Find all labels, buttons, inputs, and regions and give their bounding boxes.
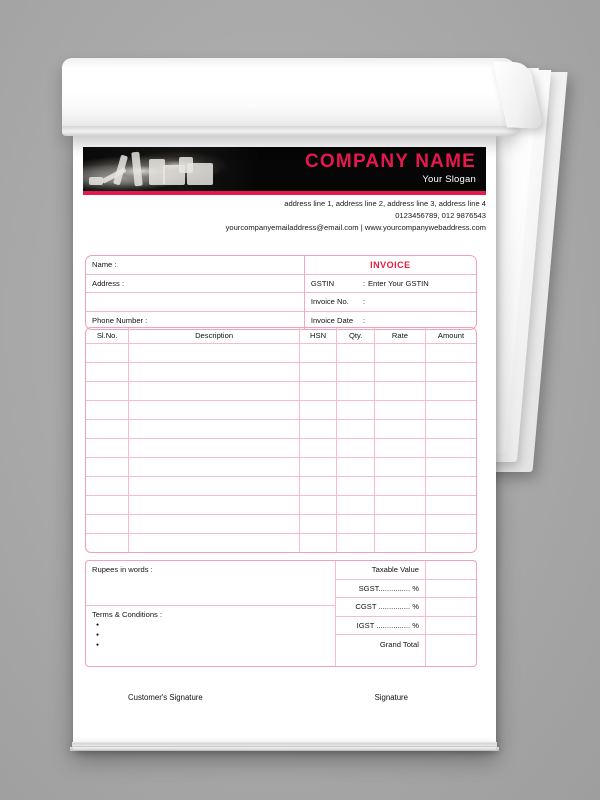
cell-amount[interactable] — [426, 439, 476, 457]
tax-summary — [336, 561, 476, 666]
cell-hsn[interactable] — [300, 534, 338, 552]
cell-qty[interactable] — [337, 363, 375, 381]
contact-block — [83, 198, 486, 233]
table-row — [86, 420, 476, 439]
column-header-description: Description — [129, 328, 299, 343]
cell-amount[interactable] — [426, 496, 476, 514]
terms-conditions-label: Terms & Conditions : — [92, 610, 163, 619]
field-invoice-no[interactable] — [305, 293, 476, 312]
cell-description[interactable] — [129, 515, 299, 533]
cell-amount[interactable] — [426, 344, 476, 362]
field-phone-number-label: Phone Number : — [92, 315, 148, 325]
cell-rate[interactable] — [375, 401, 426, 419]
tax-row-value[interactable] — [426, 635, 476, 653]
column-header-qty: Qty. — [337, 328, 375, 343]
table-row — [86, 439, 476, 458]
curled-top-page — [62, 58, 517, 136]
cell-description[interactable] — [129, 401, 299, 419]
tax-row-value[interactable] — [426, 561, 476, 580]
contact-address: address line 1, address line 2, address line 3, address line 4 — [284, 199, 486, 208]
cell-amount[interactable] — [426, 420, 476, 438]
table-row — [86, 477, 476, 496]
terms-conditions-field[interactable] — [86, 606, 335, 666]
table-header-row — [86, 328, 476, 344]
cell-rate[interactable] — [375, 363, 426, 381]
cell-amount[interactable] — [426, 382, 476, 400]
field-invoice-no-separator: : — [362, 297, 365, 307]
cell-rate[interactable] — [375, 344, 426, 362]
company-slogan: Your Slogan — [422, 174, 476, 185]
curled-page-lip — [62, 126, 517, 136]
cell-rate[interactable] — [375, 420, 426, 438]
column-header-amount: Amount — [437, 331, 465, 340]
cell-slno[interactable] — [86, 382, 129, 400]
tax-row-value[interactable] — [426, 598, 476, 617]
cell-rate[interactable] — [375, 496, 426, 514]
contact-phones: 0123456789, 012 9876543 — [395, 210, 486, 220]
cell-slno[interactable] — [86, 515, 129, 533]
cell-amount[interactable] — [426, 477, 476, 495]
cell-qty[interactable] — [337, 420, 375, 438]
cell-slno[interactable] — [86, 477, 129, 495]
cell-hsn[interactable] — [300, 496, 338, 514]
cell-qty[interactable] — [337, 534, 375, 552]
cell-amount[interactable] — [426, 534, 476, 552]
cell-hsn[interactable] — [300, 458, 338, 476]
customer-detail-column — [86, 256, 305, 329]
cell-hsn[interactable] — [300, 515, 338, 533]
cell-slno[interactable] — [86, 458, 129, 476]
contact-email-web — [83, 222, 486, 234]
tax-row-label: SGST............... % — [336, 580, 425, 599]
column-header-rate: Rate — [375, 328, 426, 343]
cell-rate[interactable] — [375, 439, 426, 457]
cell-slno[interactable] — [86, 439, 129, 457]
invoice-title: INVOICE — [305, 256, 476, 275]
cell-qty[interactable] — [337, 382, 375, 400]
cell-hsn[interactable] — [300, 439, 338, 457]
cell-rate[interactable] — [375, 477, 426, 495]
accent-divider-bar — [83, 191, 486, 195]
cell-slno[interactable] — [86, 363, 129, 381]
field-invoice-date-separator: : — [362, 315, 365, 325]
performer-photo-icon — [83, 147, 263, 191]
cell-description[interactable] — [129, 534, 299, 552]
cell-qty[interactable] — [337, 344, 375, 362]
terms-bullet-list — [96, 621, 329, 651]
tax-value-column — [426, 561, 476, 666]
cell-rate[interactable] — [375, 382, 426, 400]
field-invoice-no-label: Invoice No. — [310, 297, 349, 307]
tax-row-label: Taxable Value — [336, 561, 425, 580]
cell-hsn[interactable] — [300, 401, 338, 419]
cell-amount[interactable] — [426, 363, 476, 381]
terms-bullet-item[interactable] — [96, 621, 329, 631]
cell-rate[interactable] — [375, 534, 426, 552]
customer-signature-label: Customer's Signature — [128, 693, 203, 702]
cell-slno[interactable] — [86, 420, 129, 438]
cell-description[interactable] — [129, 458, 299, 476]
cell-hsn[interactable] — [300, 477, 338, 495]
field-name[interactable] — [86, 256, 304, 275]
table-row — [86, 458, 476, 477]
line-items-table — [85, 327, 477, 553]
cell-qty[interactable] — [337, 439, 375, 457]
invoice-document — [73, 135, 496, 750]
totals-section — [85, 560, 477, 667]
contact-separator: | — [360, 222, 363, 232]
cell-description[interactable] — [129, 496, 299, 514]
cell-amount[interactable] — [426, 401, 476, 419]
company-name: COMPANY NAME — [305, 151, 476, 172]
cell-description[interactable] — [129, 382, 299, 400]
cell-rate[interactable] — [375, 515, 426, 533]
cell-hsn[interactable] — [300, 382, 338, 400]
field-address[interactable] — [86, 275, 304, 294]
cell-qty[interactable] — [337, 401, 375, 419]
tax-row-value[interactable] — [426, 617, 476, 636]
table-row — [86, 363, 476, 382]
field-address-label: Address : — [92, 278, 125, 288]
cell-slno[interactable] — [86, 496, 129, 514]
cell-slno[interactable] — [86, 534, 129, 552]
cell-hsn[interactable] — [300, 363, 338, 381]
field-gstin-separator: : — [362, 278, 365, 288]
field-name-label: Name : — [92, 260, 117, 270]
tax-label-column — [336, 561, 426, 666]
column-header-hsn: HSN — [300, 328, 338, 343]
contact-email: yourcompanyemailaddress@email.com — [225, 222, 359, 232]
tax-row-label: Grand Total — [379, 639, 419, 649]
cell-qty[interactable] — [337, 515, 375, 533]
cell-description[interactable] — [129, 477, 299, 495]
rupees-in-words-field[interactable] — [86, 561, 335, 606]
field-gstin[interactable] — [305, 275, 476, 294]
rupees-in-words-label: Rupees in words : — [92, 565, 153, 574]
cell-description[interactable] — [129, 420, 299, 438]
field-invoice-date-label: Invoice Date — [310, 315, 354, 325]
table-row — [86, 382, 476, 401]
terms-bullet-item[interactable] — [96, 641, 329, 651]
cell-hsn[interactable] — [300, 420, 338, 438]
invoice-detail-box — [85, 255, 477, 330]
tax-row-label: IGST ................ % — [336, 617, 425, 636]
cell-description[interactable] — [129, 363, 299, 381]
table-row — [86, 344, 476, 363]
invoice-header-band — [83, 147, 486, 191]
cell-hsn[interactable] — [300, 344, 338, 362]
field-gstin-label: GSTIN — [310, 278, 335, 288]
cell-qty[interactable] — [337, 477, 375, 495]
tax-row-label: CGST ............... % — [336, 598, 425, 617]
field-gstin-value: Enter Your GSTIN — [367, 278, 429, 288]
cell-description[interactable] — [129, 439, 299, 457]
cell-slno[interactable] — [86, 401, 129, 419]
cell-qty[interactable] — [337, 458, 375, 476]
cell-qty[interactable] — [337, 496, 375, 514]
cell-description[interactable] — [129, 344, 299, 362]
cell-rate[interactable] — [375, 458, 426, 476]
cell-slno[interactable] — [86, 344, 129, 362]
cell-amount[interactable] — [426, 515, 476, 533]
authorized-signature-label: Signature — [374, 693, 408, 702]
table-row — [86, 401, 476, 420]
invoice-detail-column — [305, 256, 476, 329]
table-row — [86, 515, 476, 534]
notes-column — [86, 561, 336, 666]
column-header-slno: Sl.No. — [86, 328, 129, 343]
table-row — [86, 534, 476, 552]
table-row — [86, 496, 476, 515]
tax-row-value[interactable] — [426, 580, 476, 599]
field-address-line2[interactable] — [86, 293, 304, 312]
contact-website: www.yourcompanywebaddress.com — [364, 222, 486, 232]
terms-bullet-item[interactable] — [96, 631, 329, 641]
table-body — [86, 344, 476, 552]
cell-amount[interactable] — [426, 458, 476, 476]
